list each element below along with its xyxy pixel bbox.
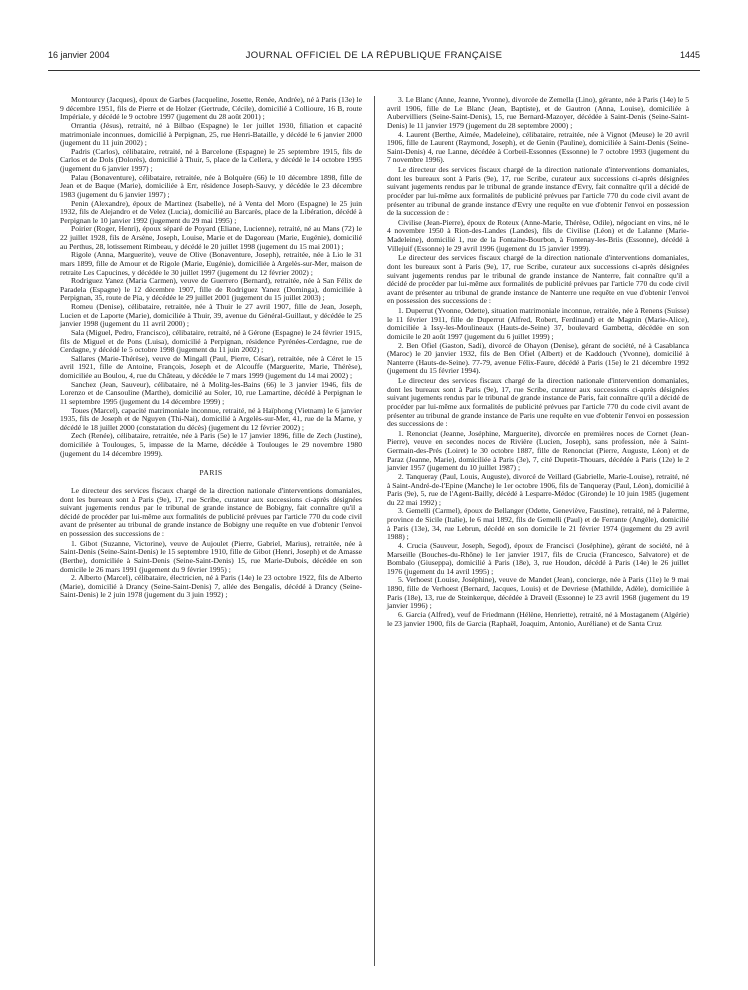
succession-entry: 1. Duperrut (Yvonne, Odette), situation matrimoniale inconnue, retraitée, née à Renens (Suisse) le 11 février 1911, fille de Duperrut (Alfred, Robert, Ferdinand) et de Magnin (Marie-Alice), domiciliée à Issy-les-Moulineaux (Hauts-de-Seine) 37, boulevard Gambetta, décédée en son domicile le 20 août 1997 (jugement du 6 juillet 1999) ; xyxy=(387,306,689,341)
succession-entry: 5. Verhoest (Louise, Joséphine), veuve de Mandet (Jean), concierge, née à Paris (11e) le 9 mai 1890, fille de Verhoest (Bernard, Jacques, Louis) et de Devriese (Mathilde, Adèle), domiciliée à Paris (18e), 13, rue de Steinkerque, décédée à Draveil (Essonne) le 23 avril 1968 (jugement du 19 janvier 1996) ; xyxy=(387,575,689,611)
column-divider xyxy=(374,96,375,966)
succession-entry: Civilise (Jean-Pierre), époux de Roteux (Anne-Marie, Thérèse, Odile), négociant en vins, né le 4 novembre 1950 à Rion-des-Landes (Landes), fils de Civilise (Léon) et de Lalanne (Marie-Madeleine), domicilié 1, rue de la Fontaine-Bourbon, à Fontenay-les-Briis (Essonne), décédé à Villejuif (Essonne) le 29 avril 1996 (jugement du 15 janvier 1999). xyxy=(387,217,689,253)
header-date: 16 janvier 2004 xyxy=(48,50,110,60)
section-title: PARIS xyxy=(199,468,223,478)
entry-list xyxy=(387,96,689,165)
succession-entry: 4. Laurent (Berthe, Aimée, Madeleine), célibataire, retraitée, née à Vignot (Meuse) le 20 avril 1906, fille de Laurent (Raymond, Joseph), et de Genin (Pauline), domiciliée à Saint-Denis (Seine-Saint-Denis) 4, rue Lanne, décédée à Corbeil-Essonnes (Essonne) le 7 octobre 1993 (jugement du 7 novembre 1996). xyxy=(387,129,689,165)
entry-list xyxy=(387,307,689,376)
entry-list xyxy=(60,96,362,458)
succession-entry: 2. Tanqueray (Paul, Louis, Auguste), divorcé de Veillard (Gabrielle, Marie-Louise), retraité, né à Saint-André-de-l'Epine (Manche) le 1er octobre 1906, fils de Tanqueray (Paul, Léon), domicilié à Paris (9e), 5, rue de l'Agent-Bailly, décédé à Lesparre-Médoc (Gironde) le 10 juin 1985 (jugement du 22 mai 1992) ; xyxy=(387,471,689,507)
entry-list xyxy=(387,219,689,254)
succession-entry: 2. Alberto (Marcel), célibataire, électricien, né à Paris (14e) le 23 octobre 1922, fils de Alberto (Marie), domicilié à Drancy (Seine-Saint-Denis) 7, allée des Bengalis, décédé à Drancy (Seine-Saint-Denis) le 2 juin 1978 (jugement du 3 juin 1992) ; xyxy=(60,573,362,600)
page-header xyxy=(48,50,700,64)
succession-entry: Sala (Miguel, Pedro, Francisco), célibataire, retraité, né à Gérone (Espagne) le 24 février 1915, fils de Miguel et de Pons (Luisa), domicilié à Perpignan, résidence Pyrénées-Cerdagne, rue de Cerdagne, y décédé le 5 octobre 1998 (jugement du 11 juin 2002) ; xyxy=(60,327,362,355)
intro-paragraph: Le directeur des services fiscaux chargé de la direction nationale d'interventions domaniales, dont les bureaux sont à Paris (9e), 17, rue Scribe, curateur aux successions ci-après désignées suivant jugements rendus par le tribunal de grande instance de Nanterre, fait connaître qu'il a décidé de procéder par lui-même aux formalités de publicité prévues par l'article 770 du code civil avant de présenter au tribunal de grande instance de Nanterre une requête en vue d'obtenir l'envoi en possession des successions de : xyxy=(387,253,689,306)
succession-entry: 1. Renonciat (Jeanne, Joséphine, Marguerite), divorcée en premières noces de Cornet (Jean-Pierre), veuve en secondes noces de Rivière (Lucien, Joseph), sans profession, née à Saint-Germain-des-Prés (Loiret) le 30 octobre 1887, fille de Renonciat (Pierre, Auguste, Léon) et de Paraz (Jeanne, Marie), domiciliée à Paris (3e), 7, cité Dupetit-Thouars, décédée à Paris (12e) le 2 janvier 1957 (jugement du 10 juillet 1987) ; xyxy=(387,428,689,473)
succession-entry: Rodriguez Yanez (Maria Carmen), veuve de Guerrero (Bernard), retraitée, née à San Félix de Paradela (Espagne) le 12 décembre 1907, fille de Rodriguez Yanez (Dominga), domiciliée à Perpignan, 35, route de Pia, y décédée le 29 juillet 2001 (jugement du 15 juillet 2003) ; xyxy=(60,276,362,303)
succession-entry: Zech (Renée), célibataire, retraitée, née à Paris (5e) le 17 janvier 1896, fille de Zech (Justine), domiciliée à Toulouges, 5, impasse de la Marne, décédée à Toulouges le 29 novembre 1980 (jugement du 14 décembre 1999). xyxy=(60,431,362,458)
succession-entry: Sanchez (Jean, Sauveur), célibataire, né à Molitg-les-Bains (66) le 3 janvier 1946, fils de Lorenzo et de Cansouline (Marthe), domicilié au Soler, 10, rue Lamartine, décédé à Perpignan le 11 septembre 1995 (jugement du 14 décembre 1999) ; xyxy=(60,379,362,406)
page-number: 1445 xyxy=(679,50,700,60)
succession-entry: 3. Le Blanc (Anne, Jeanne, Yvonne), divorcée de Zemella (Lino), gérante, née à Paris (14e) le 5 avril 1906, fille de Le Blanc (Jean, Baptiste), et de Gautron (Anna, Louise), domiciliée à Aubervilliers (Seine-Saint-Denis), 15, rue Bernard-Mazoyer, décédée à Saint-Denis (Seine-Saint-Denis) le 11 janvier 1979 (jugement du 28 septembre 2000) ; xyxy=(387,95,689,130)
succession-entry: 3. Gemelli (Carmel), époux de Bellanger (Odette, Geneviève, Faustine), retraité, né à Palerme, province de Sicile (Italie), le 6 mai 1892, fils de Gemelli (Paul) et de Ferrante (Angèle), domicilié à Paris (13e), 34, rue Lebrun, décédé en son domicile le 21 février 1974 (jugement du 29 avril 1988) ; xyxy=(387,506,689,542)
succession-entry: Padris (Carlos), célibataire, retraité, né à Barcelone (Espagne) le 25 septembre 1915, fils de Carlos et de Dols (Dolorès), domicilié à Thuir, 5, place de la Cellera, y décédé le 14 octobre 1995 (jugement du 6 janvier 1997) ; xyxy=(60,146,362,173)
header-rule xyxy=(48,70,700,71)
succession-entry: Toues (Marcel), capacité matrimoniale inconnue, retraité, né à Haïphong (Vietnam) le 6 janvier 1935, fils de Joseph et de Nguyen (Thi-Nai), domicilié à Argelès-sur-Mer, 41, rue de la Marne, y décédé le 18 juillet 2000 (constatation du décès) (jugement du 12 février 2002) ; xyxy=(60,405,362,432)
succession-entry: 1. Gibot (Suzanne, Victorine), veuve de Aujoulet (Pierre, Gabriel, Marius), retraitée, née à Saint-Denis (Seine-Saint-Denis) le 15 septembre 1910, fille de Gibot (Henri, Joseph) et de Amasse (Berthe), domiciliée à Saint-Denis (Seine-Saint-Denis) 15, rue Marie-Dubois, décédée en son domicile le 26 mars 1991 (jugement du 9 février 1995) ; xyxy=(60,538,362,574)
entry-list xyxy=(387,430,689,628)
succession-entry: Rigole (Anna, Marguerite), veuve de Olive (Bonaventure, Joseph), retraitée, née à Lio le 31 mars 1899, fille de Amour et de Rigole (Marie, Eugénie), domiciliée à Argelès-sur-Mer, maison de retraite Les Capucines, y décédée le 30 juillet 1997 (jugement du 12 février 2002) ; xyxy=(60,250,362,277)
intro-paragraph: Le directeur des services fiscaux chargé de la direction nationale d'interventions domaniales, dont les bureaux sont à Paris (9e), 17, rue Scribe, curateur aux successions ci-après désignées suivant jugements rendus par le tribunal de grande instance de Bobigny, fait connaître qu'il a décidé de procéder par lui-même aux formalités de publicité prévues par l'article 770 du code civil avant de présenter au tribunal de grande instance de Bobigny une requête en vue d'obtenir l'envoi en possession des successions de : xyxy=(60,485,362,538)
journal-title: JOURNAL OFFICIEL DE LA RÉPUBLIQUE FRANÇAISE xyxy=(245,50,503,61)
succession-entry: 2. Ben Ofiel (Gaston, Sadi), divorcé de Ohayon (Denise), gérant de société, né à Casablanca (Maroc) le 20 janvier 1932, fils de Ben Ofiel (Albert) et de Kaddouch (Yvonne), domicilié à Nanterre (Hauts-de-Seine). 77-79, avenue Félix-Faure, décédé à Paris (15e) le 21 décembre 1992 (jugement du 15 février 1994). xyxy=(387,340,689,376)
succession-entry: Penin (Alexandre), époux de Martinez (Isabelle), né à Venta del Moro (Espagne) le 25 juin 1932, fils de Alejandro et de Velez (Lucia), domicilié au Barcarès, place de la Libération, décédé à Perpignan le 10 janvier 1992 (jugement du 29 mai 1995) ; xyxy=(60,198,362,225)
succession-entry: Poirier (Roger, Henri), époux séparé de Poyard (Eliane, Lucienne), retraité, né au Mans (72) le 22 juillet 1928, fils de Arsène, Joseph, Louise, Marie et de Dagoreau (Marie, Eugénie), domicilié au Perthus, 28, lotissement Rimbeau, y décédé le 20 juillet 1998 (jugement du 15 mai 2001) ; xyxy=(60,224,362,251)
succession-entry: Palau (Bonaventure), célibataire, retraitée, née à Bolquère (66) le 10 décembre 1898, fille de Jean et de Baque (Marie), domiciliée à Err, résidence Joseph-Sauvy, y décédée le 23 décembre 1983 (jugement du 6 janvier 1997) ; xyxy=(60,172,362,199)
left-column xyxy=(60,96,362,600)
intro-paragraph: Le directeur des services fiscaux chargé de la direction nationale d'intervention domaniales, dont les bureaux sont à Paris (9e), 17, rue Scribe, curateur aux successions ci-après désignées suivant jugements rendus par le tribunal de grande instance de Paris, fait connaître qu'il a décidé de procéder par lui-même aux formalités de publicité prévues par l'article 770 du code civil avant de présenter au tribunal de grande instance de Paris une requête en vue d'obtenir l'envoi en possession des successions de : xyxy=(387,376,689,429)
right-column xyxy=(387,96,689,628)
succession-entry: 6. Garcia (Alfred), veuf de Friedmann (Hélène, Henriette), retraité, né à Mostaganem (Algérie) le 23 janvier 1900, fils de Garcia (Raphaël, Joaquim, Antonio, Auréliane) et de Santa Cruz xyxy=(387,609,689,628)
succession-entry: Sallares (Marie-Thérèse), veuve de Mingall (Paul, Pierre, César), retraitée, née à Céret le 15 avril 1921, fille de Antoine, François, Joseph et de Alcouffe (Marguerite, Marie, Thérèse), domiciliée au Boulou, 4, rue du Château, y décédée le 7 mars 1999 (jugement du 14 mai 2002) ; xyxy=(60,353,362,380)
succession-entry: Orrantia (Jésus), retraité, né à Bilbao (Espagne) le 1er juillet 1930, filiation et capacité matrimoniale inconnues, domicilié à Perpignan, 25, rue Henri-Bataille, y décédé le 6 janvier 2000 (jugement du 11 juin 2002) ; xyxy=(60,120,362,148)
intro-paragraph: Le directeur des services fiscaux chargé de la direction nationale d'interventions domaniales, dont les bureaux sont à Paris (9e), 17, rue Scribe, curateur aux successions ci-après désignées suivant jugements rendus par le tribunal de grande instance d'Evry, fait connaître qu'il a décidé de procéder par lui-même aux formalités de publicité prévues par l'article 770 du code civil avant de présenter au tribunal de grande instance d'Evry une requête en vue d'obtenir l'envoi en possession de la succession de : xyxy=(387,165,689,218)
succession-entry: 4. Crucia (Sauveur, Joseph, Segod), époux de Francisci (Joséphine), gérant de société, né à Marseille (Bouches-du-Rhône) le 1er janvier 1917, fils de Crucia (Francesco, Salvatore) et de Bombalo (Giuseppa), domicilié à Paris (18e), 3, rue Houdon, décédé à Paris (14e) le 26 juillet 1976 (jugement du 14 avril 1995) ; xyxy=(387,540,689,576)
succession-entry: Romeu (Denise), célibataire, retraitée, née à Thuir le 27 avril 1907, fille de Jean, Joseph, Lucien et de Laporte (Marie), domiciliée à Thuir, 39, avenue du Général-Guillaut, y décédée le 25 janvier 1998 (jugement du 11 avril 2000) ; xyxy=(60,302,362,329)
entry-list xyxy=(60,540,362,600)
succession-entry: Montourcy (Jacques), époux de Garbes (Jacqueline, Josette, Renée, Andrée), né à Paris (13e) le 9 décembre 1951, fils de Pierre et de Holzer (Gertrude, Cécile), domicilié à Collioure, 16 B, route Impériale, y décédé le 9 octobre 1997 (jugement du 28 août 2001) ; xyxy=(60,95,362,122)
